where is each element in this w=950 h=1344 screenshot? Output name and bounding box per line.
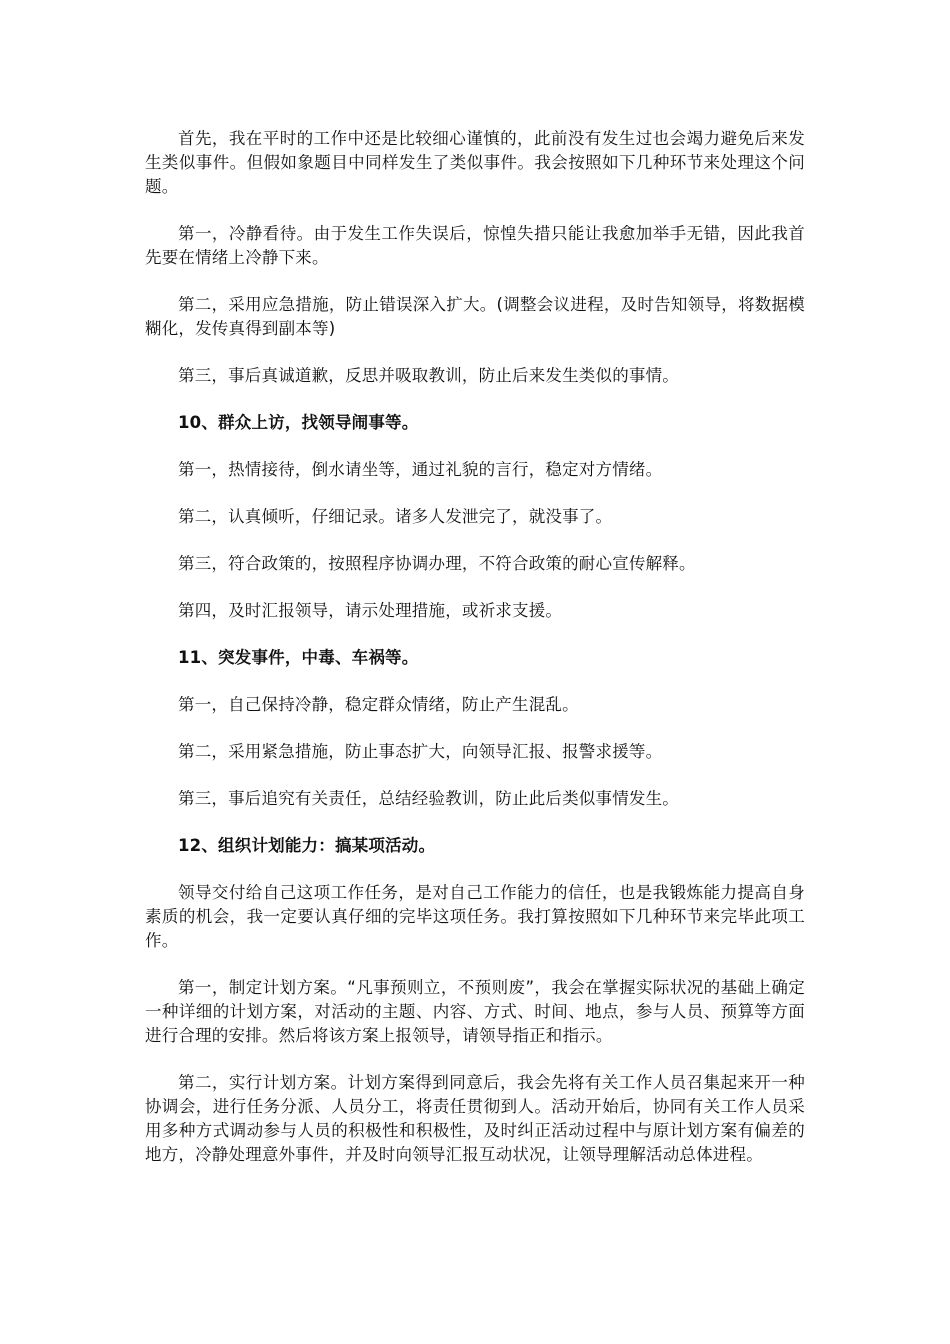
- paragraph-12-step-2: 第二，实行计划方案。计划方案得到同意后，我会先将有关工作人员召集起来开一种协调会，进行任务分派、人员分工，将责任贯彻到人。活动开始后，协同有关工作人员采用多种方式调动参与人员的积极性和积极性，及时纠正活动过程中与原计划方案有偏差的地方，冷静处理意外事件，并及时向领导汇报互动状况，让领导理解活动总体进程。: [145, 1073, 805, 1164]
- paragraph-11-step-3: 第三，事后追究有关责任，总结经验教训，防止此后类似事情发生。: [178, 789, 679, 808]
- paragraph-step-2: 第二，采用应急措施，防止错误深入扩大。(调整会议进程，及时告知领导，将数据模糊化，发传真得到副本等): [145, 295, 805, 338]
- paragraph-step-3: 第三，事后真诚道歉，反思并吸取教训，防止后来发生类似的事情。: [178, 366, 679, 385]
- section-heading-10: 10、群众上访，找领导闹事等。: [178, 413, 419, 432]
- paragraph-12-step-1: 第一，制定计划方案。“凡事预则立，不预则废”，我会在掌握实际状况的基础上确定一种详细的计划方案，对活动的主题、内容、方式、时间、地点，参与人员、预算等方面进行合理的安排。然后将该方案上报领导，请领导指正和指示。: [145, 978, 805, 1045]
- paragraph-10-step-1: 第一，热情接待，倒水请坐等，通过礼貌的言行，稳定对方情绪。: [178, 460, 663, 479]
- paragraph-10-step-3: 第三，符合政策的，按照程序协调办理，不符合政策的耐心宣传解释。: [178, 554, 696, 573]
- paragraph-11-step-2: 第二，采用紧急措施，防止事态扩大，向领导汇报、报警求援等。: [178, 742, 663, 761]
- paragraph-10-step-4: 第四，及时汇报领导，请示处理措施，或祈求支援。: [178, 601, 563, 620]
- paragraph-10-step-2: 第二，认真倾听，仔细记录。诸多人发泄完了，就没事了。: [178, 507, 613, 526]
- paragraph-11-step-1: 第一，自己保持冷静，稳定群众情绪，防止产生混乱。: [178, 695, 579, 714]
- document-page: [145, 127, 805, 1190]
- section-heading-12: 12、组织计划能力：搞某项活动。: [178, 836, 436, 855]
- paragraph-12-intro: 领导交付给自己这项工作任务，是对自己工作能力的信任，也是我锻炼能力提高自身素质的机会，我一定要认真仔细的完毕这项任务。我打算按照如下几种环节来完毕此项工作。: [145, 883, 805, 950]
- paragraph-step-1: 第一，冷静看待。由于发生工作失误后，惊惶失措只能让我愈加举手无错，因此我首先要在情绪上冷静下来。: [145, 224, 805, 267]
- section-heading-11: 11、突发事件，中毒、车祸等。: [178, 648, 419, 667]
- paragraph-intro: 首先，我在平时的工作中还是比较细心谨慎的，此前没有发生过也会竭力避免后来发生类似事件。但假如象题目中同样发生了类似事件。我会按照如下几种环节来处理这个问题。: [145, 129, 805, 196]
